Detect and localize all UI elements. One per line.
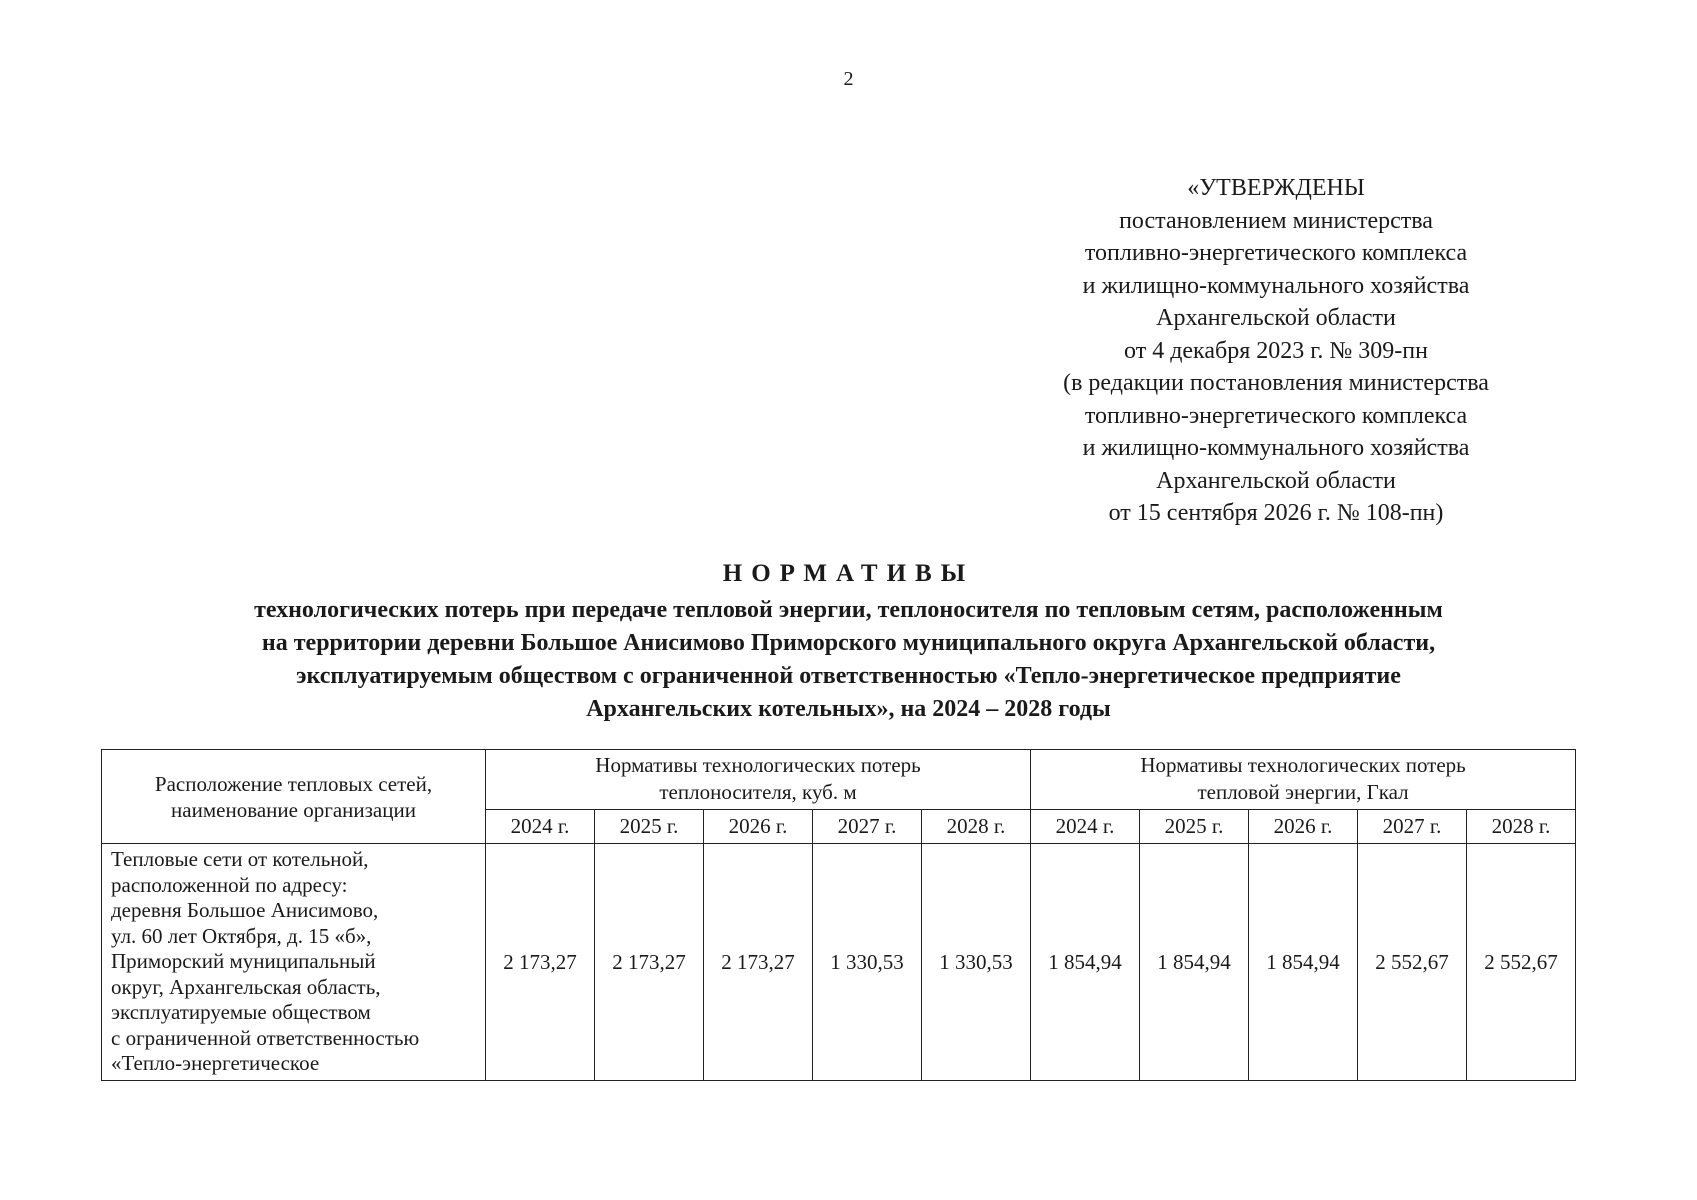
approval-line: Архангельской области — [1156, 467, 1396, 494]
location-line: Тепловые сети от котельной, — [111, 847, 369, 871]
table-row — [102, 844, 1576, 1081]
subtitle-line: на территории деревни Большое Анисимово Приморского муниципального округа Архангельской области, — [261, 630, 1436, 656]
year-header: 2025 г. — [595, 810, 704, 844]
location-line: эксплуатируемые обществом — [111, 1000, 371, 1024]
subtitle-line: эксплуатируемым обществом с ограниченной ответственностью «Тепло-энергетическое предприятие — [296, 663, 1401, 689]
approval-line: от 4 декабря 2023 г. № 309-пн — [1124, 337, 1428, 364]
location-line: деревня Большое Анисимово, — [111, 898, 379, 922]
subtitle-line: технологических потерь при передаче тепловой энергии, теплоносителя по тепловым сетям, расположенным — [254, 597, 1443, 623]
value-cell: 2 173,27 — [704, 844, 813, 1081]
location-line: с ограниченной ответственностью — [111, 1025, 420, 1050]
approval-line: от 15 сентября 2026 г. № 108-пн) — [1108, 500, 1444, 526]
heat-energy-losses-header — [1031, 750, 1576, 810]
value-cell: 1 330,53 — [922, 844, 1031, 1081]
year-header: 2028 г. — [1467, 810, 1576, 844]
approval-line: и жилищно-коммунального хозяйства — [1082, 272, 1470, 299]
header-line: тепловой энергии, Гкал — [1197, 780, 1409, 804]
document-subtitle — [120, 594, 1577, 726]
approval-line: постановлением министерства — [1119, 207, 1433, 234]
approval-block — [1036, 172, 1516, 530]
year-header: 2027 г. — [1358, 810, 1467, 844]
header-line: Расположение тепловых сетей, — [154, 771, 433, 796]
header-line: Нормативы технологических потерь — [1140, 753, 1466, 777]
year-header: 2028 г. — [922, 810, 1031, 844]
approval-line: топливно-энергетического комплекса — [1084, 240, 1468, 266]
table-header-row — [102, 750, 1576, 810]
value-cell: 2 173,27 — [595, 844, 704, 1081]
location-column-header — [102, 750, 486, 844]
location-line: округ, Архангельская область, — [111, 974, 381, 999]
header-line: наименование организации — [171, 797, 416, 822]
year-header: 2027 г. — [813, 810, 922, 844]
approval-line: топливно-энергетического комплекса — [1084, 402, 1468, 429]
approval-line: Архангельской области — [1156, 305, 1396, 331]
subtitle-line: Архангельских котельных», на 2024 – 2028 годы — [586, 696, 1111, 722]
year-header: 2026 г. — [704, 810, 813, 844]
approval-line: (в редакции постановления министерства — [1063, 370, 1489, 396]
location-cell — [102, 844, 486, 1081]
document-title: НОРМАТИВЫ — [722, 560, 975, 587]
header-line: теплоносителя, куб. м — [659, 780, 857, 804]
location-line: расположенной по адресу: — [111, 872, 348, 897]
year-header: 2025 г. — [1140, 810, 1249, 844]
value-cell: 2 173,27 — [486, 844, 595, 1081]
value-cell: 1 854,94 — [1031, 844, 1140, 1081]
year-header: 2024 г. — [486, 810, 595, 844]
norms-table — [101, 749, 1576, 1081]
location-line: ул. 60 лет Октября, д. 15 «б», — [111, 923, 372, 948]
value-cell: 2 552,67 — [1358, 844, 1467, 1081]
value-cell: 2 552,67 — [1467, 844, 1576, 1081]
approval-line: «УТВЕРЖДЕНЫ — [1187, 175, 1365, 201]
year-header: 2026 г. — [1249, 810, 1358, 844]
value-cell: 1 854,94 — [1140, 844, 1249, 1081]
coolant-losses-header — [486, 750, 1031, 810]
value-cell: 1 330,53 — [813, 844, 922, 1081]
location-line: Приморский муниципальный — [111, 949, 376, 973]
page-number: 2 — [843, 68, 854, 90]
approval-line: и жилищно-коммунального хозяйства — [1082, 435, 1470, 461]
value-cell: 1 854,94 — [1249, 844, 1358, 1081]
year-header: 2024 г. — [1031, 810, 1140, 844]
header-line: Нормативы технологических потерь — [595, 753, 921, 777]
location-line: «Тепло-энергетическое — [111, 1051, 320, 1075]
